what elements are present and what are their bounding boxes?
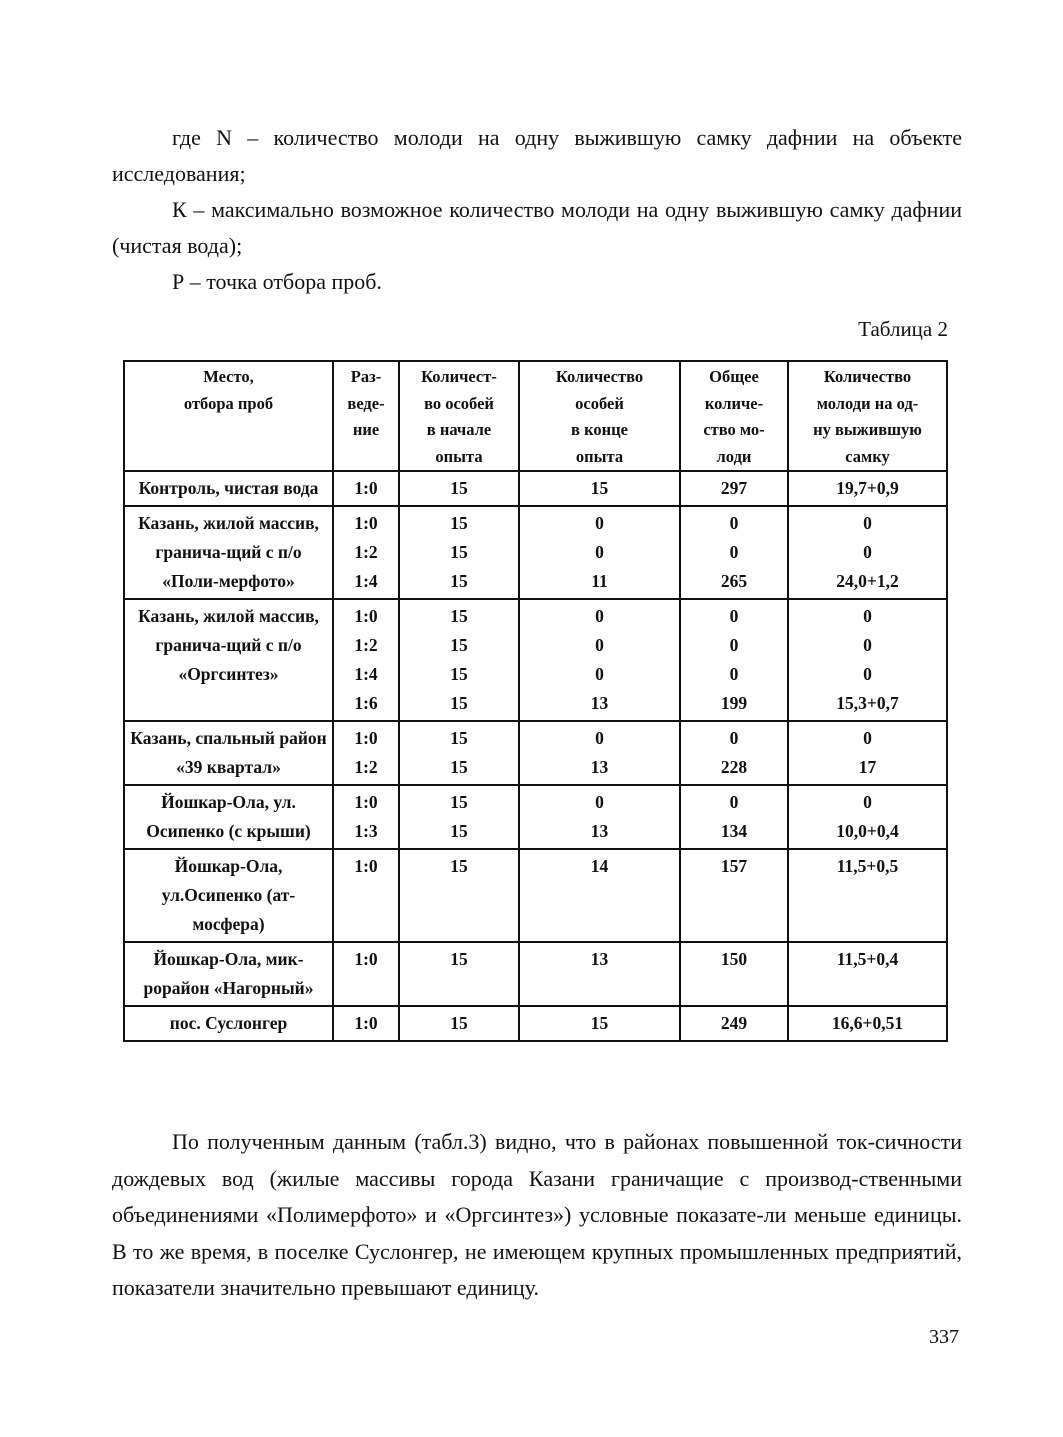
header-place: Место, отбора проб bbox=[124, 361, 333, 471]
cell-dilution: 1:0 bbox=[333, 1006, 399, 1041]
table-row bbox=[124, 785, 947, 849]
cell-place: Йошкар-Ола, ул.Осипенко (ат-мосфера) bbox=[124, 849, 333, 942]
cell-start-count: 15 15 15 bbox=[399, 506, 519, 599]
conclusion-paragraph: По полученным данным (табл.3) видно, что в районах повышенной ток-сичности дождевых вод (жилые массивы города Казани граничащие с производ-ственными объединениями «Полимерфото» и «Оргсинтез») условные показате-ли меньше единицы. В то же время, в поселке Суслонгер, не имеющем крупных промышленных предприятий, показатели значительно превышают единицу. bbox=[112, 1129, 962, 1300]
header-start-count: Количест- во особей в начале опыта bbox=[399, 361, 519, 471]
cell-total-offspring: 297 bbox=[680, 471, 788, 506]
table-row bbox=[124, 942, 947, 1006]
cell-offspring-per-female: 0 0 0 15,3+0,7 bbox=[788, 599, 947, 721]
cell-place: Казань, жилой массив, гранича-щий с п/о «Поли-мерфото» bbox=[124, 506, 333, 599]
cell-dilution: 1:0 1:2 1:4 1:6 bbox=[333, 599, 399, 721]
results-table bbox=[123, 360, 948, 1042]
cell-total-offspring: 249 bbox=[680, 1006, 788, 1041]
cell-end-count: 0 13 bbox=[519, 785, 680, 849]
header-total-offspring: Общее количе- ство мо- лоди bbox=[680, 361, 788, 471]
header-end-count: Количество особей в конце опыта bbox=[519, 361, 680, 471]
table-row bbox=[124, 599, 947, 721]
cell-dilution: 1:0 1:3 bbox=[333, 785, 399, 849]
cell-end-count: 0 0 0 13 bbox=[519, 599, 680, 721]
table-row bbox=[124, 1006, 947, 1041]
page-number: 337 bbox=[929, 1326, 959, 1348]
table-row bbox=[124, 849, 947, 942]
cell-dilution: 1:0 bbox=[333, 471, 399, 506]
table-caption: Таблица 2 bbox=[858, 317, 948, 341]
cell-place: Йошкар-Ола, мик-рорайон «Нагорный» bbox=[124, 942, 333, 1006]
header-offspring-per-female: Количество молоди на од- ну выжившую самку bbox=[788, 361, 947, 471]
cell-dilution: 1:0 1:2 bbox=[333, 721, 399, 785]
cell-total-offspring: 150 bbox=[680, 942, 788, 1006]
cell-total-offspring: 0 228 bbox=[680, 721, 788, 785]
cell-place: пос. Суслонгер bbox=[124, 1006, 333, 1041]
cell-dilution: 1:0 bbox=[333, 849, 399, 942]
cell-start-count: 15 bbox=[399, 1006, 519, 1041]
cell-end-count: 0 0 11 bbox=[519, 506, 680, 599]
cell-place: Казань, спальный район «39 квартал» bbox=[124, 721, 333, 785]
cell-end-count: 13 bbox=[519, 942, 680, 1006]
cell-offspring-per-female: 19,7+0,9 bbox=[788, 471, 947, 506]
cell-end-count: 0 13 bbox=[519, 721, 680, 785]
header-dilution: Раз- веде- ние bbox=[333, 361, 399, 471]
cell-dilution: 1:0 1:2 1:4 bbox=[333, 506, 399, 599]
cell-start-count: 15 bbox=[399, 942, 519, 1006]
table-row bbox=[124, 506, 947, 599]
cell-offspring-per-female: 0 10,0+0,4 bbox=[788, 785, 947, 849]
cell-start-count: 15 bbox=[399, 471, 519, 506]
cell-start-count: 15 bbox=[399, 849, 519, 942]
table-row bbox=[124, 471, 947, 506]
cell-dilution: 1:0 bbox=[333, 942, 399, 1006]
cell-offspring-per-female: 16,6+0,51 bbox=[788, 1006, 947, 1041]
cell-offspring-per-female: 11,5+0,5 bbox=[788, 849, 947, 942]
cell-total-offspring: 157 bbox=[680, 849, 788, 942]
cell-total-offspring: 0 0 265 bbox=[680, 506, 788, 599]
cell-end-count: 14 bbox=[519, 849, 680, 942]
intro-p-definition: Р – точка отбора проб. bbox=[172, 269, 382, 294]
cell-place: Контроль, чистая вода bbox=[124, 471, 333, 506]
cell-end-count: 15 bbox=[519, 1006, 680, 1041]
cell-offspring-per-female: 0 0 24,0+1,2 bbox=[788, 506, 947, 599]
cell-start-count: 15 15 bbox=[399, 785, 519, 849]
cell-total-offspring: 0 0 0 199 bbox=[680, 599, 788, 721]
cell-total-offspring: 0 134 bbox=[680, 785, 788, 849]
intro-n-definition: где N – количество молоди на одну выжившую самку дафнии на объекте исследования; bbox=[112, 125, 962, 186]
intro-k-definition: К – максимально возможное количество молоди на одну выжившую самку дафнии (чистая вода); bbox=[112, 197, 962, 258]
cell-offspring-per-female: 11,5+0,4 bbox=[788, 942, 947, 1006]
cell-end-count: 15 bbox=[519, 471, 680, 506]
cell-offspring-per-female: 0 17 bbox=[788, 721, 947, 785]
cell-start-count: 15 15 bbox=[399, 721, 519, 785]
cell-start-count: 15 15 15 15 bbox=[399, 599, 519, 721]
cell-place: Казань, жилой массив, гранича-щий с п/о «Оргсинтез» bbox=[124, 599, 333, 721]
table-header-row bbox=[124, 361, 947, 471]
table-row bbox=[124, 721, 947, 785]
cell-place: Йошкар-Ола, ул. Осипенко (с крыши) bbox=[124, 785, 333, 849]
